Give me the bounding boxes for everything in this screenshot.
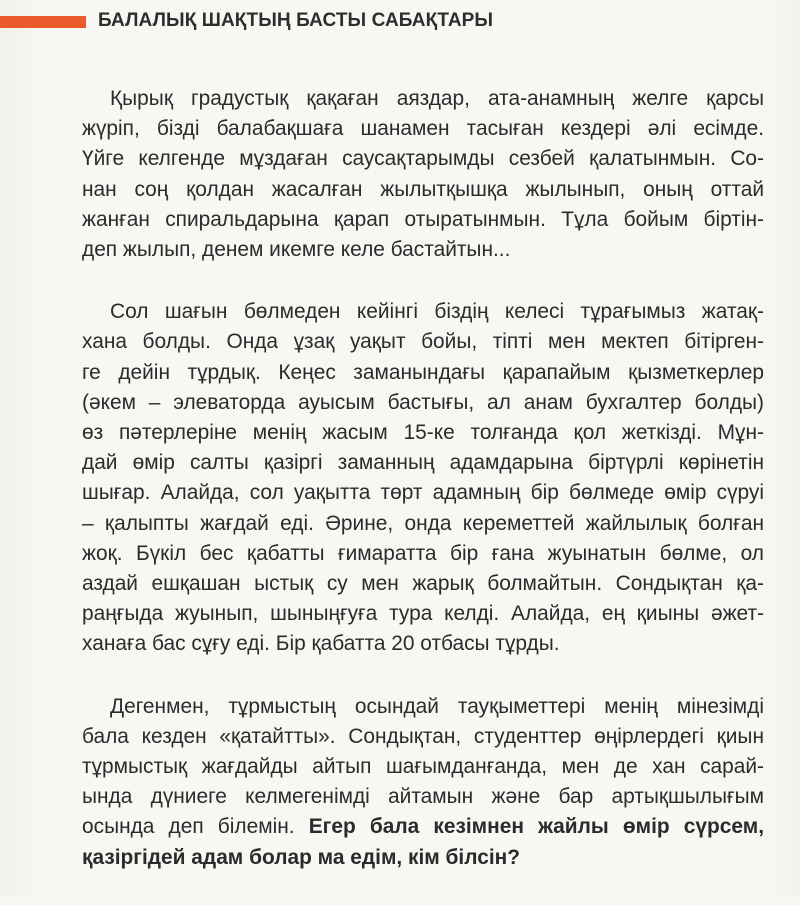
text-line: хана болды. Онда ұзақ уақыт бойы, тіпті мен мектеп бітірген-	[82, 330, 764, 354]
bold-text-segment: Егер бала кезімнен жайлы өмір сүрсем,	[308, 815, 764, 839]
text-line: ге дейін тұрдық. Кеңес заманындағы қарапайым қызметкерлер	[82, 360, 764, 384]
text-line: жоқ. Бүкіл бес қабатты ғимаратта бір ғана жуынатын бөлме, ол	[82, 541, 764, 565]
text-line: раңғыда жуынып, шыныңғуға тура келді. Алайда, ең қиыны әжет-	[82, 602, 764, 626]
paragraph-2	[82, 297, 764, 659]
text-line: ханаға бас сұғу еді. Бір қабатта 20 отбасы тұрды.	[82, 632, 560, 656]
text-line: – қалыпты жағдай еді. Әрине, онда кереметтей жайлылық болған	[82, 511, 764, 535]
text-line: Үйге келгенде мұздаған саусақтарымды сезбей қалатынмын. Со-	[82, 147, 764, 171]
text-segment: осында деп білемін.	[82, 815, 309, 839]
text-line: нан соң қолдан жасалған жылытқышқа жылынып, оның оттай	[82, 177, 764, 201]
body-text	[82, 84, 764, 905]
text-line-mixed	[82, 812, 764, 842]
text-line: (әкем – элеваторда ауысым бастығы, ал анам бухгалтер болды)	[82, 390, 764, 414]
text-line: аздай ешқашан ыстық су мен жарық болмайтын. Сондықтан қа-	[82, 572, 764, 596]
text-line: Сол шағын бөлмеден кейінгі біздің келесі тұрағымыз жатақ-	[110, 300, 764, 324]
paragraph-3	[82, 692, 764, 873]
paragraph-1	[82, 84, 764, 265]
header-accent-bar	[0, 16, 86, 28]
text-line: өз пәтерлеріне менің жасым 15-ке толғанда қол жеткізді. Мұн-	[82, 421, 764, 445]
running-header	[0, 8, 800, 42]
bold-text-line: қазіргідей адам болар ма едім, кім білсін?	[82, 845, 521, 869]
text-line: шығар. Алайда, сол уақытта төрт адамның бір бөлмеде өмір сүруі	[82, 481, 764, 505]
text-line: жүріп, бізді балабақшаға шанамен тасыған кездері әлі есімде.	[82, 117, 764, 141]
text-line: дай өмір салты қазіргі заманның адамдарына біртүрлі көрінетін	[82, 451, 764, 475]
text-line: бала кезден «қатайтты». Сондықтан, студенттер өңірлердегі қиын	[82, 724, 764, 748]
text-line: Қырық градустық қақаған аяздар, ата-анамның желге қарсы	[110, 87, 764, 110]
text-line: Дегенмен, тұрмыстың осындай тауқыметтері менің мінезімді	[110, 694, 764, 718]
text-line: ында дүниеге келмегенімді айтамын және бар артықшылығым	[82, 785, 764, 809]
text-line: жанған спиральдарына қарап отыратынмын. Тұла бойым біртін-	[82, 207, 764, 231]
text-line: тұрмыстық жағдайды айтып шағымданғанда, мен де хан сарай-	[82, 755, 764, 779]
text-line: деп жылып, денем икемге келе бастайтын...	[82, 238, 511, 262]
header-title: БАЛАЛЫҚ ШАҚТЫҢ БАСТЫ САБАҚТАРЫ	[98, 10, 494, 31]
